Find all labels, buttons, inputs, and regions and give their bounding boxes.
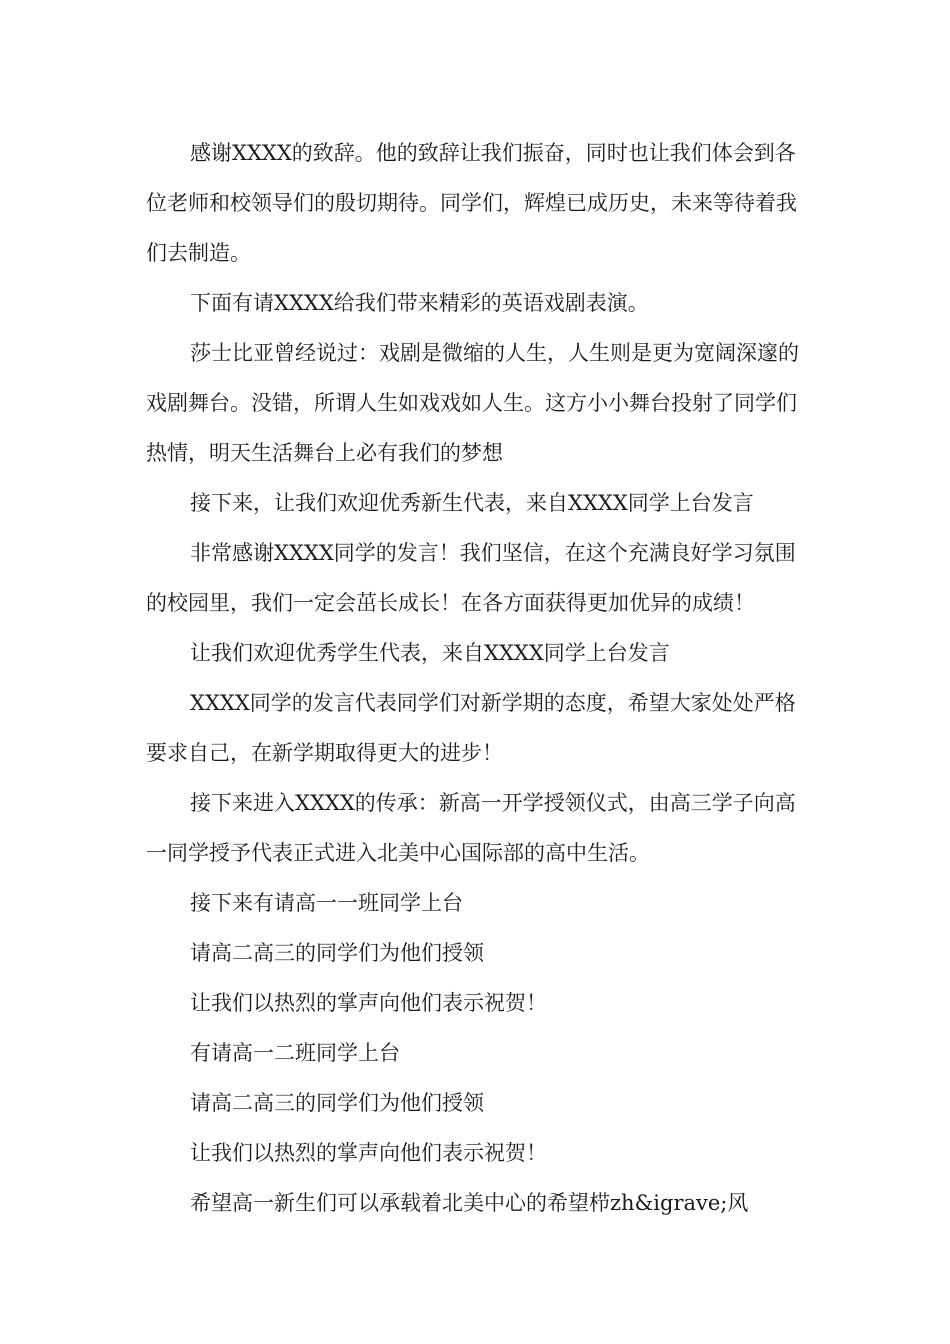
paragraph-new-student-rep: 接下来，让我们欢迎优秀新生代表，来自XXXX同学上台发言 bbox=[190, 491, 754, 515]
paragraph-applause-2: 让我们以热烈的掌声向他们表示祝贺！ bbox=[190, 1141, 547, 1165]
paragraph-class-two-invite: 有请高一二班同学上台 bbox=[190, 1041, 400, 1065]
paragraph-student-speech-summary: XXXX同学的发言代表同学们对新学期的态度，希望大家处处严格要求自己，在新学期取得更大的进步！ bbox=[146, 691, 796, 765]
paragraph-applause-1: 让我们以热烈的掌声向他们表示祝贺！ bbox=[190, 991, 547, 1015]
paragraph-class-one-invite: 接下来有请高一一班同学上台 bbox=[190, 891, 463, 915]
paragraph-thanks-new-student: 非常感谢XXXX同学的发言！我们坚信，在这个充满良好学习氛围的校园里，我们一定会茁长成长！在各方面获得更加优异的成绩！ bbox=[146, 541, 796, 615]
paragraph-inheritance-ceremony: 接下来进入XXXX的传承：新高一开学授领仪式，由高三学子向高一同学授予代表正式进入北美中心国际部的高中生活。 bbox=[146, 791, 796, 865]
paragraph-excellent-student-rep: 让我们欢迎优秀学生代表，来自XXXX同学上台发言 bbox=[190, 641, 670, 665]
paragraph-award-request-2: 请高二高三的同学们为他们授领 bbox=[190, 1091, 484, 1115]
paragraph-closing-hope: 希望高一新生们可以承载着北美中心的希望栉zh&igrave;风 bbox=[190, 1191, 749, 1215]
paragraph-thanks-speech: 感谢XXXX的致辞。他的致辞让我们振奋，同时也让我们体会到各位老师和校领导们的殷切期待。同学们，辉煌已成历史，未来等待着我们去制造。 bbox=[146, 141, 797, 265]
document-body bbox=[146, 128, 810, 1228]
paragraph-shakespeare-quote: 莎士比亚曾经说过：戏剧是微缩的人生，人生则是更为宽阔深邃的戏剧舞台。没错，所谓人生如戏戏如人生。这方小小舞台投射了同学们热情，明天生活舞台上必有我们的梦想 bbox=[146, 341, 799, 465]
paragraph-award-request-1: 请高二高三的同学们为他们授领 bbox=[190, 941, 484, 965]
paragraph-drama-intro: 下面有请XXXX给我们带来精彩的英语戏剧表演。 bbox=[190, 291, 649, 315]
